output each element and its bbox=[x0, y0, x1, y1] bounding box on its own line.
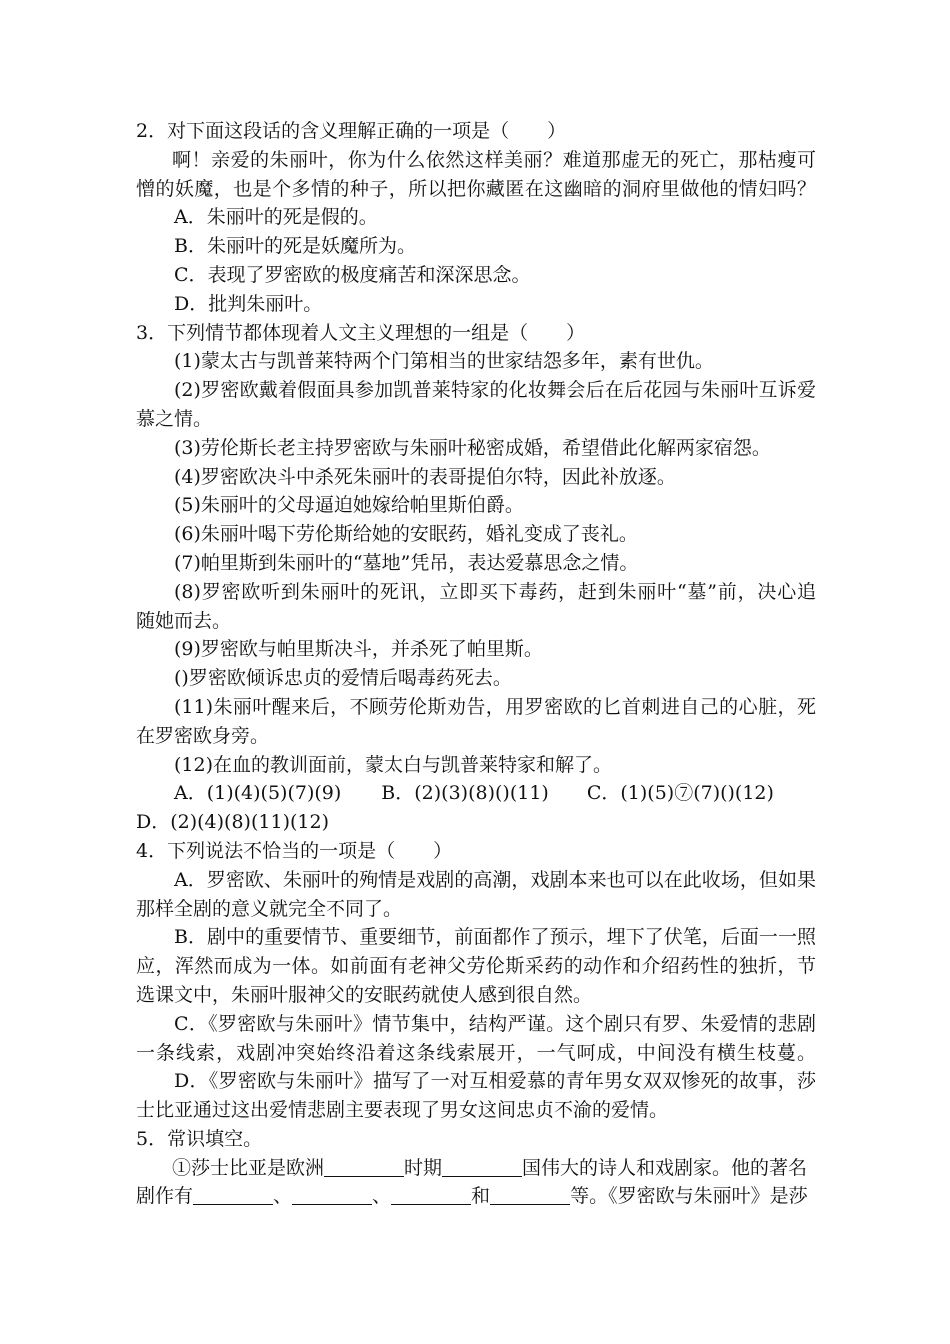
question-3-item-9: (9)罗密欧与帕里斯决斗，并杀死了帕里斯。 bbox=[174, 638, 543, 661]
fill-blank-work-3[interactable] bbox=[391, 1184, 471, 1205]
question-3-item-12: (12)在血的教训面前，蒙太白与凯普莱特家和解了。 bbox=[174, 753, 613, 776]
question-4-option-d-line-2: 士比亚通过这出爱情悲剧主要表现了男女这间忠贞不渝的爱情。 bbox=[136, 1099, 669, 1122]
question-2-option-a: A．朱丽叶的死是假的。 bbox=[174, 206, 378, 229]
question-3-item-2-line-1: (2)罗密欧戴着假面具参加凯普莱特家的化妆舞会后在后花园与朱丽叶互诉爱 bbox=[174, 379, 816, 402]
question-4-option-b-line-1: B．剧中的重要情节、重要细节，前面都作了预示，埋下了伏笔，后面一一照 bbox=[174, 926, 816, 949]
q5-text-2: 时期 bbox=[404, 1156, 443, 1179]
fill-blank-work-1[interactable] bbox=[193, 1184, 273, 1205]
question-4-stem: 4．下列说法不恰当的一项是（ ） bbox=[136, 839, 453, 862]
question-3-option-c: C．(1)(5)⑦(7)()(12) bbox=[586, 782, 774, 805]
question-4-option-b-line-3: 选课文中，朱丽叶服神父的安眠药就使人感到很自然。 bbox=[136, 983, 593, 1006]
fill-blank-country[interactable] bbox=[442, 1156, 522, 1177]
question-3-stem: 3．下列情节都体现着人文主义理想的一组是（ ） bbox=[136, 321, 586, 344]
q5-sep-3: 和 bbox=[471, 1185, 491, 1208]
question-3-item-4: (4)罗密欧决斗中杀死朱丽叶的表哥提伯尔特，因此补放逐。 bbox=[174, 465, 676, 488]
question-3-item-3: (3)劳伦斯长老主持罗密欧与朱丽叶秘密成婚，希望借此化解两家宿怨。 bbox=[174, 436, 771, 459]
question-3-item-8-line-1: (8)罗密欧听到朱丽叶的死讯，立即买下毒药，赶到朱丽叶“墓”前，决心追 bbox=[174, 580, 816, 603]
question-3-item-11-line-1: (11)朱丽叶醒来后，不顾劳伦斯劝告，用罗密欧的匕首刺进自己的心脏，死 bbox=[174, 695, 816, 718]
question-3-item-1: (1)蒙太古与凯普莱特两个门第相当的世家结怨多年，素有世仇。 bbox=[174, 350, 714, 373]
q5-text-3: 国伟大的诗人和戏剧家。他的著名 bbox=[522, 1156, 808, 1179]
fill-blank-work-4[interactable] bbox=[490, 1184, 570, 1205]
question-2-option-c: C．表现了罗密欧的极度痛苦和深深思念。 bbox=[174, 263, 531, 286]
question-4-option-a-line-2: 那样全剧的意义就完全不同了。 bbox=[136, 897, 403, 920]
question-3-item-2-line-2: 慕之情。 bbox=[136, 407, 213, 430]
question-3-item-11-line-2: 在罗密欧身旁。 bbox=[136, 724, 270, 747]
q5-sep-2: 、 bbox=[372, 1185, 392, 1208]
document-body bbox=[136, 117, 816, 1211]
question-3-item-7: (7)帕里斯到朱丽叶的“墓地”凭吊，表达爱慕思念之情。 bbox=[174, 551, 639, 574]
question-4-option-c-line-1: C．《罗密欧与朱丽叶》情节集中，结构严谨。这个剧只有罗、朱爱情的悲剧 bbox=[174, 1012, 816, 1035]
question-3-item-5: (5)朱丽叶的父母逼迫她嫁给帕里斯伯爵。 bbox=[174, 494, 524, 517]
q5-text-1: ①莎士比亚是欧洲 bbox=[172, 1156, 325, 1179]
question-2-option-b: B．朱丽叶的死是妖魔所为。 bbox=[174, 235, 416, 258]
question-4-option-d-line-1: D．《罗密欧与朱丽叶》描写了一对互相爱慕的青年男女双双惨死的故事，莎 bbox=[174, 1070, 816, 1093]
q5-text-5: 等。《罗密欧与朱丽叶》是莎 bbox=[570, 1185, 808, 1208]
question-5-line-2 bbox=[136, 1182, 816, 1211]
question-5-line-1 bbox=[136, 1154, 816, 1183]
question-4-option-a-line-1: A．罗密欧、朱丽叶的殉情是戏剧的高潮，戏剧本来也可以在此收场，但如果 bbox=[174, 868, 816, 891]
question-3-item-10: ()罗密欧倾诉忠贞的爱情后喝毒药死去。 bbox=[174, 667, 512, 690]
question-3-item-6: (6)朱丽叶喝下劳伦斯给她的安眠药，婚礼变成了丧礼。 bbox=[174, 523, 638, 546]
question-3-option-a: A．(1)(4)(5)(7)(9) bbox=[174, 782, 342, 805]
fill-blank-work-2[interactable] bbox=[292, 1184, 372, 1205]
question-3-item-8-line-2: 随她而去。 bbox=[136, 609, 232, 632]
question-2-option-d: D．批判朱丽叶。 bbox=[174, 292, 323, 315]
question-5-stem: 5．常识填空。 bbox=[136, 1127, 263, 1150]
question-3-option-d: D．(2)(4)(8)(11)(12) bbox=[136, 811, 329, 834]
question-4-option-b-line-2: 应，浑然而成为一体。如前面有老神父劳伦斯采药的动作和介绍药性的独折，节 bbox=[136, 955, 816, 978]
q5-text-4: 剧作有 bbox=[136, 1185, 194, 1208]
question-3-option-b: B．(2)(3)(8)()(11) bbox=[381, 782, 549, 805]
question-3-options-row bbox=[136, 779, 816, 808]
question-2-passage-line-1: 啊！亲爱的朱丽叶，你为什么依然这样美丽？难道那虚无的死亡，那枯瘦可 bbox=[172, 148, 816, 171]
question-2-stem: 2．对下面这段话的含义理解正确的一项是（ ） bbox=[136, 120, 567, 142]
question-2-passage-line-2: 憎的妖魔，也是个多情的种子，所以把你藏匿在这幽暗的洞府里做他的情妇吗？ bbox=[136, 177, 816, 200]
q5-sep-1: 、 bbox=[273, 1185, 293, 1208]
question-4-option-c-line-2: 一条线索，戏剧冲突始终沿着这条线索展开，一气呵成，中间没有横生枝蔓。 bbox=[136, 1041, 816, 1064]
fill-blank-era[interactable] bbox=[324, 1156, 404, 1177]
